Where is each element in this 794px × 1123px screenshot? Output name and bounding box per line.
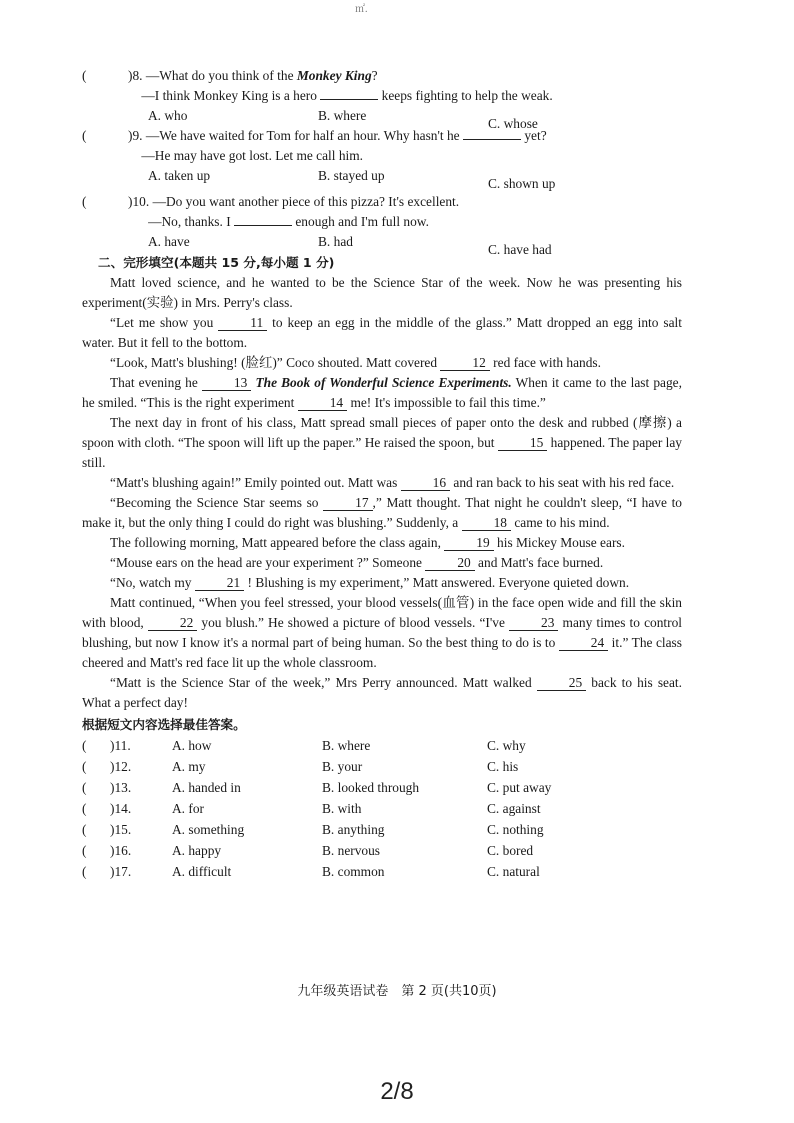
blank-16[interactable]: 16 xyxy=(401,475,450,491)
question-number: )16. xyxy=(110,843,132,858)
passage-paragraph xyxy=(82,313,682,353)
option-b: B. anything xyxy=(322,822,385,837)
q10-line1: —Do you want another piece of this pizza? It's excellent. xyxy=(152,194,460,209)
text: ! Blushing is my experiment,” Matt answered. Everyone quieted down. xyxy=(244,575,630,590)
question-number: )11. xyxy=(110,738,131,753)
q9-line1-end: yet? xyxy=(520,128,547,143)
answer-row xyxy=(82,757,682,777)
text: The next day in front of his class, Matt spread small pieces of paper onto the desk and rubbed (摩擦) a spoon with cloth. “The spoon will lift up the paper.” He raised the spoon, but xyxy=(82,415,682,450)
text: “Matt's blushing again!” Emily pointed out. Matt was xyxy=(110,475,401,490)
answer-paren[interactable]: ( xyxy=(82,822,87,837)
passage-paragraph xyxy=(82,673,682,713)
option-a: A. something xyxy=(172,822,245,837)
question-8 xyxy=(82,66,682,86)
blank-19[interactable]: 19 xyxy=(444,535,493,551)
answer-paren[interactable]: ( xyxy=(82,194,97,209)
text: came to his mind. xyxy=(511,515,610,530)
fill-blank[interactable] xyxy=(320,86,378,100)
blank-17[interactable]: 17 xyxy=(323,495,372,511)
instruction: 根据短文内容选择最佳答案。 xyxy=(82,717,246,732)
answer-paren[interactable]: ( xyxy=(82,128,97,143)
answer-paren[interactable]: ( xyxy=(82,759,87,774)
option-a: A. difficult xyxy=(172,864,232,879)
option-b: B. stayed up xyxy=(318,168,385,183)
exam-sheet xyxy=(82,66,682,882)
question-number: )17. xyxy=(110,864,132,879)
passage-paragraph xyxy=(82,493,682,533)
answer-paren[interactable]: ( xyxy=(82,801,87,816)
text: “Becoming the Science Star seems so xyxy=(110,495,324,510)
question-number: )8. xyxy=(128,68,143,83)
option-b: B. nervous xyxy=(322,843,381,858)
passage-paragraph xyxy=(82,353,682,373)
answer-list xyxy=(82,736,682,882)
option-b: B. looked through xyxy=(322,780,420,795)
section-title: 二、完形填空(本题共 15 分,每小题 1 分) xyxy=(98,255,335,270)
q8-line2 xyxy=(82,86,682,106)
text: many times to control blushing, but now I know it's a normal part of being human. So the best thing to do is to xyxy=(82,615,682,650)
text: ,” Matt thought. That night he couldn't sleep, “I have to make it, but the only thing I could do right was blushing.” Suddenly, a xyxy=(82,495,682,530)
answer-paren[interactable]: ( xyxy=(82,843,87,858)
option-a: A. for xyxy=(172,801,204,816)
option-a: A. happy xyxy=(172,843,222,858)
blank-14[interactable]: 14 xyxy=(298,395,347,411)
q8-line2-end: keeps fighting to help the weak. xyxy=(378,88,553,103)
text: his Mickey Mouse ears. xyxy=(493,535,625,550)
passage-paragraph: Matt loved science, and he wanted to be the Science Star of the week. Now he was presenting his experiment(实验) in Mrs. Perry's class. xyxy=(82,275,682,310)
option-b: B. with xyxy=(322,801,362,816)
passage-paragraph xyxy=(82,573,682,593)
text: “Look, Matt's blushing! (脸红)” Coco shouted. Matt covered xyxy=(110,355,441,370)
answer-row xyxy=(82,820,682,840)
q9-options xyxy=(82,166,682,191)
option-c: C. put away xyxy=(487,780,552,795)
text: to keep an egg in the middle of the glass.” Matt dropped an egg into salt water. But it fell to the bottom. xyxy=(82,315,682,350)
question-number: )13. xyxy=(110,780,132,795)
text: “Mouse ears on the head are your experiment ?” Someone xyxy=(110,555,426,570)
text: happened. The paper lay still. xyxy=(82,435,683,470)
text: That evening he xyxy=(110,375,202,390)
q8-options xyxy=(82,106,682,131)
scan-mark: ㎡. xyxy=(355,4,368,15)
option-c: C. natural xyxy=(487,864,540,879)
fill-blank[interactable] xyxy=(234,212,292,226)
question-number: )10. xyxy=(128,194,150,209)
option-c: C. shown up xyxy=(488,176,556,191)
q9-line1: —We have waited for Tom for half an hour. Why hasn't he xyxy=(145,128,463,143)
q8-title: Monkey King xyxy=(296,68,372,83)
q10-line2-text: —No, thanks. I xyxy=(148,214,235,229)
text: you blush.” He showed a picture of blood vessels. “I've xyxy=(197,615,510,630)
q10-line2 xyxy=(82,212,682,232)
answer-row xyxy=(82,841,682,861)
q8-line2-text: —I think Monkey King is a hero xyxy=(141,88,321,103)
q8-line1-end: ? xyxy=(371,68,378,83)
text: “No, watch my xyxy=(110,575,195,590)
answer-row xyxy=(82,862,682,882)
option-b: B. had xyxy=(318,234,353,249)
option-b: B. where xyxy=(322,738,371,753)
blank-25[interactable]: 25 xyxy=(537,675,586,691)
option-a: A. taken up xyxy=(148,168,211,183)
blank-21[interactable]: 21 xyxy=(195,575,244,591)
answer-row xyxy=(82,736,682,756)
option-c: C. whose xyxy=(488,116,538,131)
answer-row xyxy=(82,778,682,798)
blank-24[interactable]: 24 xyxy=(559,635,608,651)
text: back to his seat. What a perfect day! xyxy=(82,675,682,710)
answer-paren[interactable]: ( xyxy=(82,864,87,879)
option-c: C. his xyxy=(487,759,519,774)
passage-paragraph xyxy=(82,553,682,573)
text: and Matt's face burned. xyxy=(474,555,604,570)
passage-paragraph xyxy=(82,593,682,673)
text: red face with hands. xyxy=(489,355,601,370)
passage-paragraph xyxy=(82,533,682,553)
text: it.” The class cheered and Matt's red face lit up the whole classroom. xyxy=(82,635,682,670)
option-a: A. who xyxy=(148,108,188,123)
blank-18[interactable]: 18 xyxy=(462,515,511,531)
answer-row xyxy=(82,799,682,819)
page-indicator: 2/8 xyxy=(380,1078,414,1105)
passage-paragraph xyxy=(82,373,682,413)
q10-options xyxy=(82,232,682,257)
text: and ran back to his seat with his red face. xyxy=(450,475,675,490)
q9-line2-text: —He may have got lost. Let me call him. xyxy=(141,148,364,163)
text: The following morning, Matt appeared before the class again, xyxy=(110,535,445,550)
answer-paren[interactable]: ( xyxy=(82,738,87,753)
question-number: )9. xyxy=(128,128,143,143)
option-a: A. how xyxy=(172,738,212,753)
question-number: )14. xyxy=(110,801,132,816)
answer-paren[interactable]: ( xyxy=(82,68,97,83)
blank-20[interactable]: 20 xyxy=(425,555,474,571)
q9-line2 xyxy=(82,146,682,166)
blank-12[interactable]: 12 xyxy=(440,355,489,371)
blank-23[interactable]: 23 xyxy=(509,615,558,631)
blank-15[interactable]: 15 xyxy=(498,435,547,451)
text: “Let me show you xyxy=(110,315,219,330)
option-a: A. my xyxy=(172,759,206,774)
passage-paragraph xyxy=(82,413,682,473)
option-c: C. against xyxy=(487,801,541,816)
text: me! It's impossible to fail this time.” xyxy=(347,395,546,410)
blank-13[interactable]: 13 xyxy=(202,375,251,391)
q8-line1: —What do you think of the xyxy=(145,68,297,83)
answer-paren[interactable]: ( xyxy=(82,780,87,795)
option-a: A. handed in xyxy=(172,780,241,795)
option-a: A. have xyxy=(148,234,190,249)
option-c: C. nothing xyxy=(487,822,544,837)
option-b: B. your xyxy=(322,759,363,774)
book-title: The Book of Wonderful Science Experiments. xyxy=(255,375,512,390)
option-b: B. where xyxy=(318,108,367,123)
question-number: )15. xyxy=(110,822,132,837)
option-b: B. common xyxy=(322,864,385,879)
question-10 xyxy=(82,192,682,212)
option-c: C. why xyxy=(487,738,526,753)
passage-paragraph xyxy=(82,473,682,493)
q10-line2-end: enough and I'm full now. xyxy=(292,214,429,229)
page-footer: 九年级英语试卷 第 2 页(共10页) xyxy=(297,984,497,999)
blank-11[interactable]: 11 xyxy=(218,315,267,331)
text: When it came to the last page, he smiled. “This is the right experiment xyxy=(82,375,682,410)
text: Matt continued, “When you feel stressed, your blood vessels(血管) in the face open wide and fill the skin with blood, xyxy=(82,595,682,630)
blank-22[interactable]: 22 xyxy=(148,615,197,631)
question-number: )12. xyxy=(110,759,132,774)
text: “Matt is the Science Star of the week,” Mrs Perry announced. Matt walked xyxy=(110,675,537,690)
option-c: C. have had xyxy=(488,242,552,257)
option-c: C. bored xyxy=(487,843,534,858)
